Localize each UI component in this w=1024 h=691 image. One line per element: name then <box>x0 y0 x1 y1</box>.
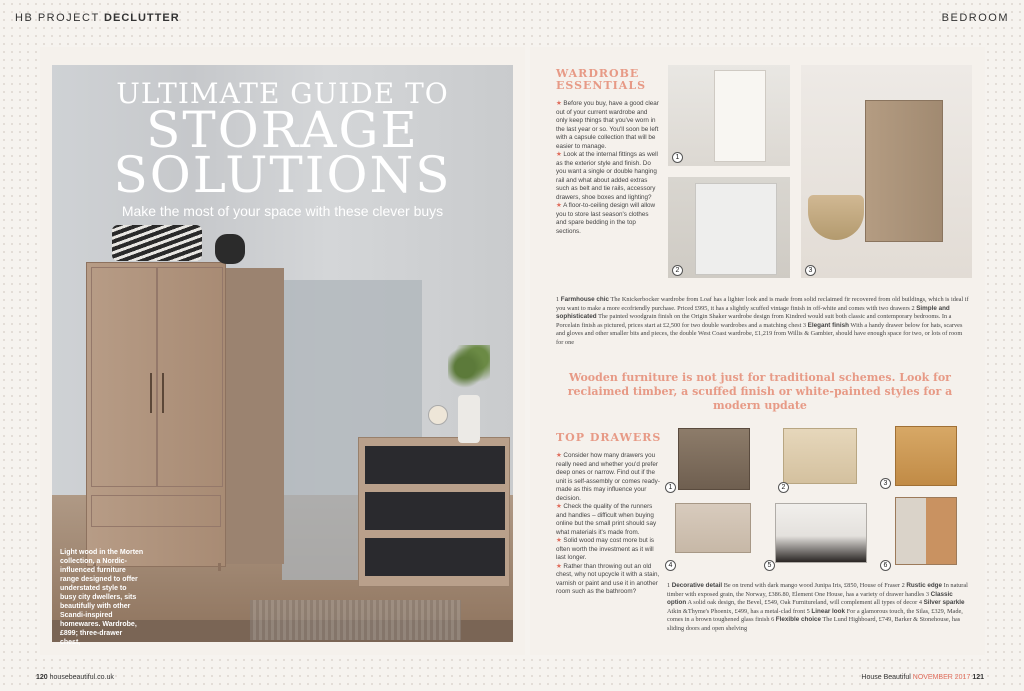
knickerbocker-wardrobe <box>714 70 766 162</box>
hero-title-line2: STORAGE <box>146 101 419 159</box>
shaker-wardrobe <box>695 183 777 275</box>
hero-caption: Light wood in the Morten collection, a Nordic-influenced furniture range designed to offer understated style to busy city dwellers, sits beautifully with other Scandi-inspired homewares. Wardrobe, £899; three-drawer chest, <box>60 549 144 646</box>
footer-site: housebeautiful.co.uk <box>49 674 114 681</box>
desc-number: 3 <box>925 590 930 598</box>
star-bullet-icon: ★ <box>556 202 562 209</box>
photo-number: 1 <box>665 482 676 493</box>
desc-number: 5 <box>806 607 810 615</box>
photo-number: 3 <box>805 265 816 276</box>
plant-pot <box>458 395 480 443</box>
chest-drawer <box>365 538 505 576</box>
wardrobe-door-right <box>157 267 223 487</box>
chest-drawer <box>365 446 505 484</box>
wardrobe-tip-2: Look at the internal fittings as well as the exterior style and finish. Do you want a single or double hanging rail and what about added extras such as belt and tie rails, accessory drawers, shoe boxes and lighting? <box>556 151 658 201</box>
chest-drawer <box>365 492 505 530</box>
star-bullet-icon: ★ <box>556 452 562 459</box>
desc-heading: Classic option <box>667 590 953 606</box>
bevel-chest <box>895 426 957 486</box>
wardrobe-descriptions <box>556 296 970 347</box>
morten-wardrobe <box>86 262 226 567</box>
drawer-descriptions <box>667 582 972 633</box>
photo-number: 5 <box>764 560 775 571</box>
desc-number: 3 <box>802 321 807 329</box>
hero-title-line3: SOLUTIONS <box>113 146 452 204</box>
wardrobe-tip-1: Before you buy, have a good clear out of your current wardrobe and only keep things that you've worn in the last year or so. You'll soon be left with a capsule collection that will be easier to manage. <box>556 100 659 150</box>
wardrobe-section-title <box>556 68 646 92</box>
lund-highboard <box>895 497 957 565</box>
drawer-tip-2: Check the quality of the runners and handles – difficult when buying online but the small print should say what materials it's made from. <box>556 503 657 536</box>
footer-magazine: House Beautiful <box>861 674 911 681</box>
wardrobe-tip-3: A floor-to-ceiling design will allow you to store last season's clothes and spare bedding in the top sections. <box>556 202 656 235</box>
desc-text: In natural timber with exposed grain, the Norway, £386.80, Element One House, has a variety of drawer handles <box>667 582 968 598</box>
rug <box>250 600 461 640</box>
desc-number: 2 <box>911 304 915 312</box>
photo-number: 2 <box>672 265 683 276</box>
desc-text: Be on trend with dark mango wood Junipa Iris, £850, House of Fraser <box>723 582 901 589</box>
side-panel <box>226 268 284 564</box>
desc-text: The Lund Highboard, £749, Barker & Stonehouse, has sliding doors and open shelving <box>667 616 961 632</box>
desc-number: 2 <box>901 582 905 589</box>
desc-text: With a handy drawer below for hats, scarves and gloves and other smaller bits and pieces, the double West Coast wardrobe, £1,219 from Willis & Gambier, should have enough space for two, or lots of room for one <box>556 321 963 346</box>
desc-heading: Rustic edge <box>906 582 943 589</box>
footer-issue: NOVEMBER 2017 <box>912 674 971 681</box>
page-number-right: 121 <box>972 674 984 681</box>
photo-number: 2 <box>778 482 789 493</box>
desc-number: 4 <box>918 599 922 606</box>
header-left <box>15 12 180 24</box>
desc-text: The Knickerbocker wardrobe from Loaf has a lighter look and is made from solid reclaimed fir recovered from old buildings, which is ideal if you want to make a more ecofriendly purchase. Priced £995, it has a slightly scuffed vintage finish in off-white and comes with two drawers <box>556 296 969 312</box>
star-bullet-icon: ★ <box>556 562 562 570</box>
desc-text: A solid oak design, the Bevel, £549, Oak Furnitureland, will complement all types of decor <box>687 599 918 606</box>
drawer-tip-1: Consider how many drawers you really need and whether you'd prefer deep ones or narrow. Find out if the unit is self-assembly or comes ready-made as this may influence your decision. <box>556 452 660 502</box>
striped-blanket <box>112 225 202 261</box>
photo-number: 1 <box>672 152 683 163</box>
star-bullet-icon: ★ <box>556 151 562 158</box>
page-number-left: 120 <box>36 674 48 681</box>
black-vase <box>215 234 245 264</box>
photo-number: 3 <box>880 478 891 489</box>
drawer-tip-3: Solid wood may cost more but is often worth the investment as it will last longer. <box>556 537 655 561</box>
drawer-tip-4: Rather than throwing out an old chest, why not upcycle it with a stain, varnish or paint and use it in another room such as the bathroom? <box>556 562 660 595</box>
west-coast-wardrobe <box>865 100 943 242</box>
desc-text: For a glamorous touch, the Silas, £329, Made, comes in a brown toughened glass finish <box>667 607 963 623</box>
three-drawer-chest <box>358 437 510 587</box>
footer-left <box>36 674 114 681</box>
desc-number: 1 <box>667 582 671 589</box>
section-name: DECLUTTER <box>104 12 180 24</box>
silas-chest <box>775 503 867 563</box>
wardrobe-tips <box>556 100 660 236</box>
desc-heading: Simple and sophisticated <box>556 304 950 320</box>
wardrobe-handle <box>150 373 152 413</box>
drawers-section-title: TOP DRAWERS <box>556 431 662 444</box>
hero-title-line1: ULTIMATE GUIDE TO <box>116 77 449 110</box>
hero-subtitle: Make the most of your space with these clever buys <box>121 203 444 219</box>
desc-heading: Linear look <box>811 607 845 615</box>
junipa-chest <box>678 428 750 490</box>
desc-number: 6 <box>771 616 775 623</box>
section-prefix: HB PROJECT <box>15 12 100 24</box>
desc-heading: Farmhouse chic <box>560 296 610 303</box>
desc-text: Atkin &Thyme's Phoenix, £499, has a metal-clad front <box>667 607 806 615</box>
desc-number: 1 <box>556 296 560 303</box>
drawer-tips <box>556 452 660 597</box>
header-right: BEDROOM <box>941 12 1009 24</box>
plant <box>448 345 490 390</box>
wardrobe-drawer <box>91 495 221 527</box>
wardrobe-handle <box>162 373 164 413</box>
wardrobe-title-line1: WARDROBE <box>556 67 640 80</box>
phoenix-chest <box>675 503 751 553</box>
norway-chest <box>783 428 857 484</box>
wardrobe-title-line2: ESSENTIALS <box>556 79 647 92</box>
star-bullet-icon: ★ <box>556 503 562 510</box>
desc-heading: Silver sparkle <box>923 599 965 606</box>
star-bullet-icon: ★ <box>556 100 562 107</box>
pull-quote: Wooden furniture is not just for traditional schemes. Look for reclaimed timber, a scuffed finish or white-painted styles for a modern update <box>567 371 953 412</box>
lamp <box>428 405 448 425</box>
desc-heading: Decorative detail <box>671 582 723 589</box>
desc-text: The painted woodgrain finish on the Origin Shaker wardrobe design from Kindred would suit both classic and contemporary bedrooms. In a Porcelain finish as pictured, prices start at £2,500 for two double wardrobes and a matching chest <box>556 313 952 329</box>
footer-right <box>861 674 984 681</box>
photo-number: 4 <box>665 560 676 571</box>
desc-heading: Elegant finish <box>807 321 849 329</box>
wardrobe-door-left <box>91 267 157 487</box>
photo-number: 6 <box>880 560 891 571</box>
star-bullet-icon: ★ <box>556 537 562 544</box>
desc-heading: Flexible choice <box>775 616 821 623</box>
